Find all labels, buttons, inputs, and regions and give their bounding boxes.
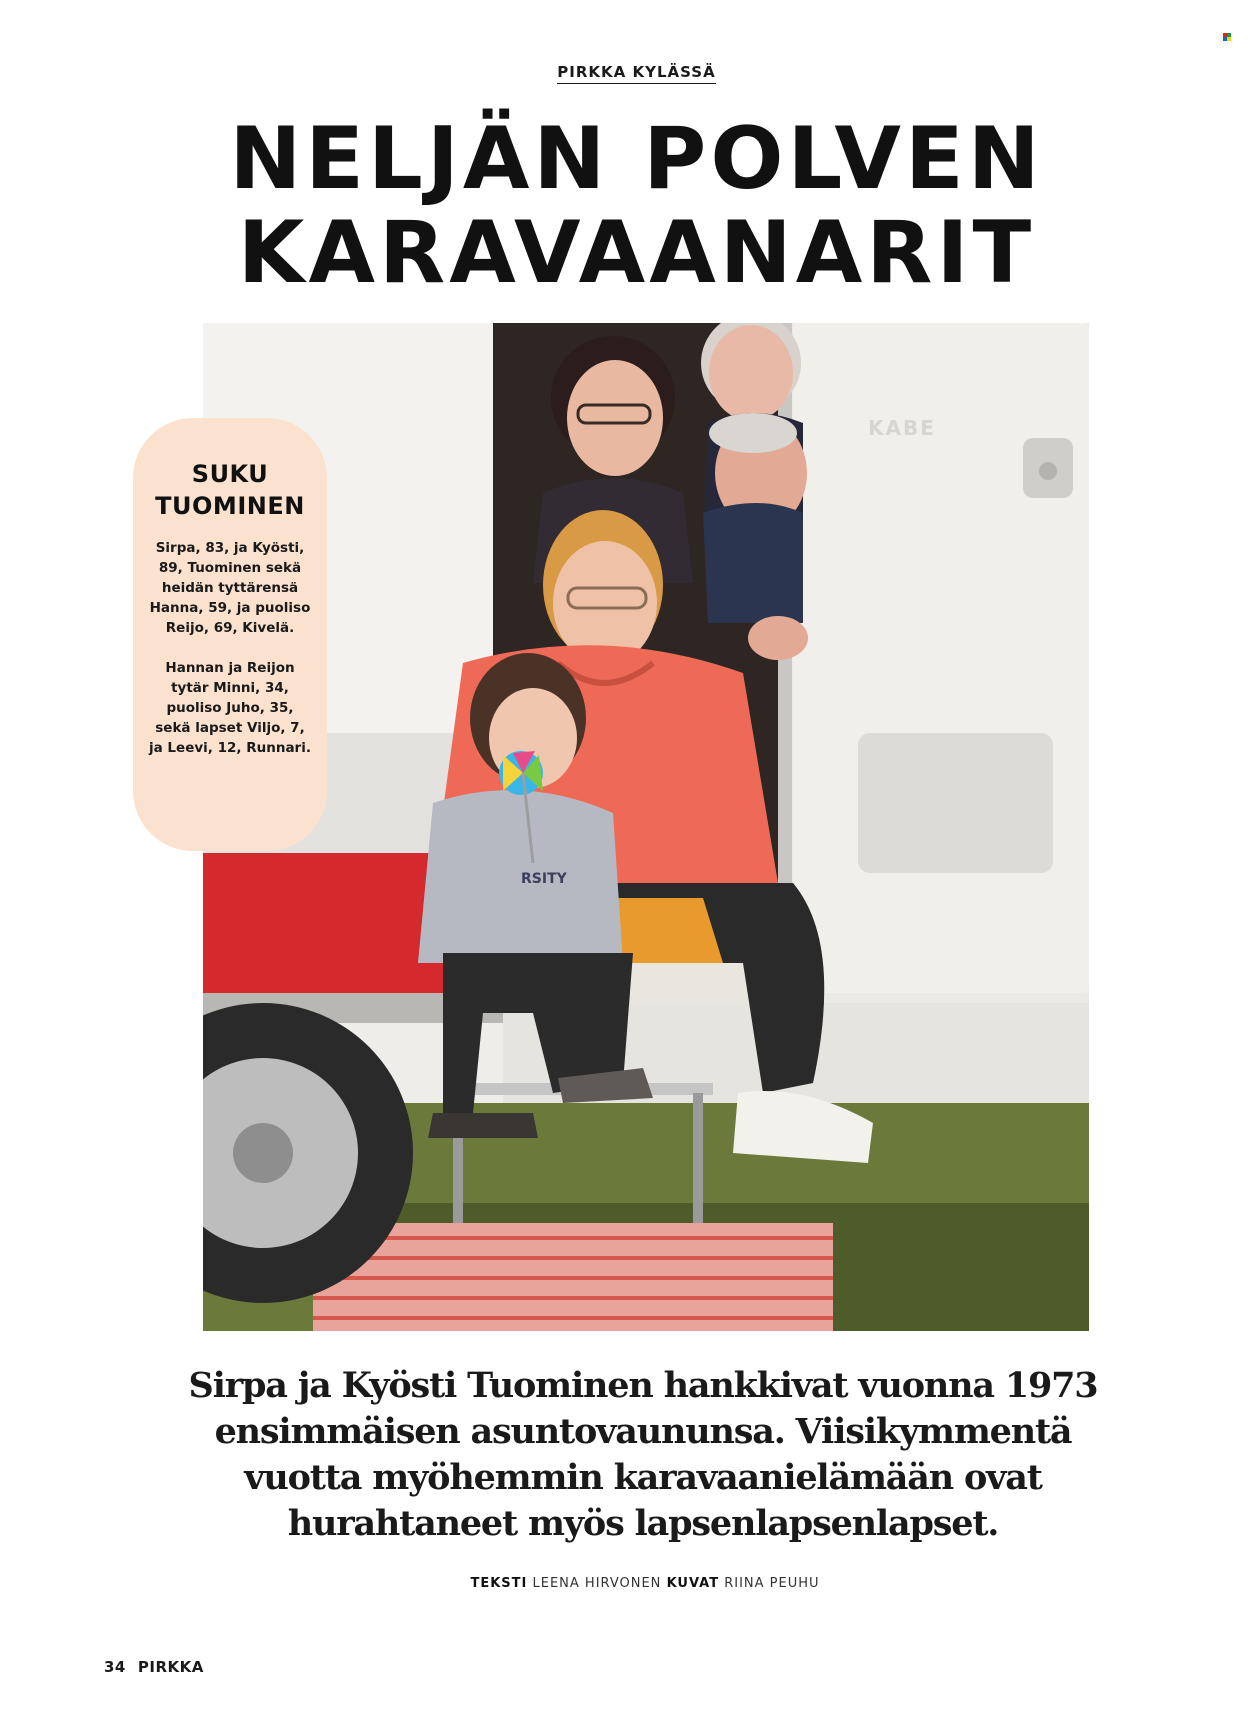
caravan-brand: KABE bbox=[868, 416, 936, 440]
lead-line-4: hurahtaneet myös lapsenlapsenlapset. bbox=[287, 1503, 999, 1544]
corner-logo-icon bbox=[1223, 33, 1231, 41]
infobox-title-line-1: SUKU bbox=[191, 460, 269, 488]
credit-text-label: TEKSTI bbox=[470, 1576, 528, 1591]
magazine-name: PIRKKA bbox=[137, 1658, 204, 1676]
credit-photo-author: RIINA PEUHU bbox=[724, 1576, 820, 1591]
headline-line-1: NELJÄN POLVEN bbox=[229, 109, 1044, 209]
infobox-paragraph-1: Sirpa, 83, ja Kyösti, 89, Tuominen sekä heidän tyttärensä Hanna, 59, ja puoliso Reijo, 69, Kivelä. bbox=[149, 540, 311, 636]
infobox-title-line-2: TUOMINEN bbox=[155, 492, 305, 520]
hoodie-print: RSITY bbox=[521, 871, 567, 887]
credit-text-author: LEENA HIRVONEN bbox=[532, 1576, 662, 1591]
section-label bbox=[0, 63, 1250, 81]
family-infobox bbox=[133, 418, 327, 851]
credit-photo-label: KUVAT bbox=[666, 1576, 720, 1591]
lead-line-1: Sirpa ja Kyösti Tuominen hankkivat vuonna 1973 bbox=[188, 1365, 1098, 1406]
page-number: 34 bbox=[104, 1658, 126, 1676]
infobox-title bbox=[147, 458, 313, 522]
family-photo bbox=[203, 323, 1089, 1331]
lead-paragraph bbox=[180, 1363, 1106, 1547]
byline-credits bbox=[0, 1576, 1250, 1591]
headline bbox=[0, 109, 1250, 303]
page-folio bbox=[104, 1658, 204, 1676]
infobox-paragraph-2: Hannan ja Reijon tytär Minni, 34, puoliso Juho, 35, sekä lapset Viljo, 7, ja Leevi, 12, Runnari. bbox=[149, 660, 311, 756]
section-label-text: PIRKKA KYLÄSSÄ bbox=[557, 63, 715, 84]
headline-line-2: KARAVAANARIT bbox=[237, 203, 1036, 303]
lead-line-3: vuotta myöhemmin karavaanielämään ovat bbox=[244, 1457, 1042, 1498]
lead-line-2: ensimmäisen asuntovaununsa. Viisikymmentä bbox=[214, 1411, 1072, 1452]
infobox-text bbox=[147, 538, 313, 758]
